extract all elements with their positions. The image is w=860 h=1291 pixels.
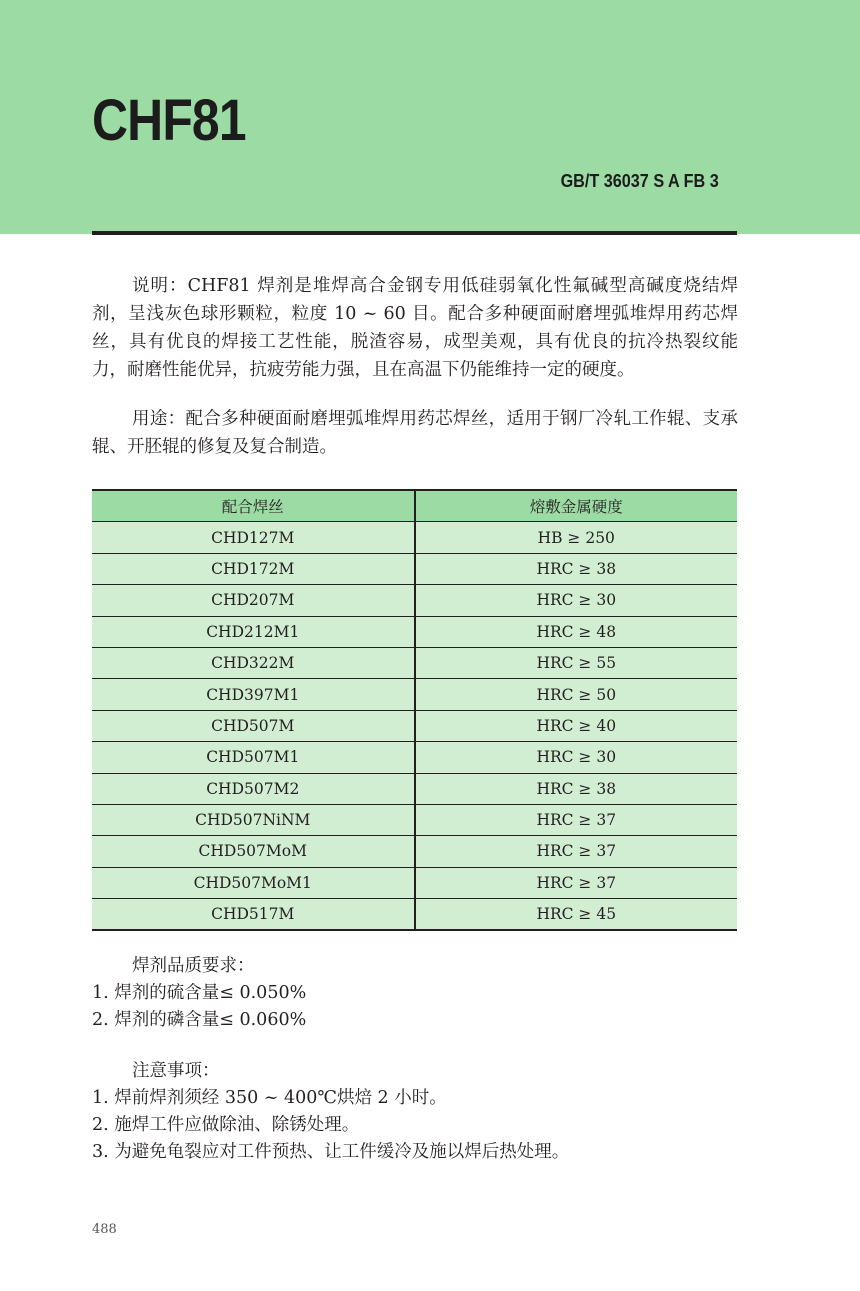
table-row	[92, 522, 737, 553]
wire-cell: CHD507MoM	[92, 836, 415, 867]
wire-cell: CHD517M	[92, 899, 415, 931]
column-header-wire: 配合焊丝	[92, 490, 415, 522]
hardness-cell: HRC ≥ 37	[415, 867, 738, 898]
table-header-row	[92, 490, 737, 522]
hardness-cell: HRC ≥ 38	[415, 553, 738, 584]
wire-cell: CHD127M	[92, 522, 415, 553]
wire-cell: CHD507M2	[92, 773, 415, 804]
hardness-cell: HRC ≥ 40	[415, 710, 738, 741]
hardness-cell: HRC ≥ 37	[415, 804, 738, 835]
precautions	[92, 1058, 752, 1166]
hardness-cell: HRC ≥ 48	[415, 616, 738, 647]
quality-item: 1. 焊剂的硫含量≤ 0.050%	[92, 983, 307, 1003]
usage-paragraph	[92, 405, 738, 461]
hardness-cell: HB ≥ 250	[415, 522, 738, 553]
table-row	[92, 899, 737, 931]
hardness-cell: HRC ≥ 55	[415, 647, 738, 678]
wire-cell: CHD507MoM1	[92, 867, 415, 898]
hardness-cell: HRC ≥ 30	[415, 742, 738, 773]
column-header-hardness: 熔敷金属硬度	[415, 490, 738, 522]
hardness-cell: HRC ≥ 38	[415, 773, 738, 804]
quality-item: 2. 焊剂的磷含量≤ 0.060%	[92, 1010, 307, 1030]
header-divider	[92, 231, 737, 235]
notes-item: 1. 焊前焊剂须经 350 ~ 400℃烘焙 2 小时。	[92, 1088, 447, 1108]
wire-cell: CHD207M	[92, 585, 415, 616]
product-title: CHF81	[92, 88, 246, 153]
notes-item: 3. 为避免龟裂应对工件预热、让工件缓冷及施以焊后热处理。	[92, 1142, 570, 1162]
table-row	[92, 773, 737, 804]
wire-cell: CHD397M1	[92, 679, 415, 710]
wire-cell: CHD507M	[92, 710, 415, 741]
description-paragraph	[92, 272, 738, 384]
table-row	[92, 679, 737, 710]
header-banner	[0, 0, 860, 234]
table-row	[92, 742, 737, 773]
quality-requirements	[92, 953, 752, 1034]
table-row	[92, 867, 737, 898]
table-row	[92, 616, 737, 647]
table-row	[92, 804, 737, 835]
table-row	[92, 647, 737, 678]
table-row	[92, 585, 737, 616]
table-row	[92, 553, 737, 584]
wire-hardness-table	[92, 489, 737, 931]
description-label: 说明：	[132, 276, 188, 296]
standard-code: GB/T 36037 S A FB 3	[560, 171, 719, 191]
table-row	[92, 836, 737, 867]
wire-cell: CHD322M	[92, 647, 415, 678]
hardness-cell: HRC ≥ 30	[415, 585, 738, 616]
notes-heading: 注意事项：	[132, 1061, 220, 1081]
wire-cell: CHD172M	[92, 553, 415, 584]
notes-item: 2. 施焊工件应做除油、除锈处理。	[92, 1115, 360, 1135]
table-row	[92, 710, 737, 741]
quality-heading: 焊剂品质要求：	[132, 956, 255, 976]
hardness-cell: HRC ≥ 37	[415, 836, 738, 867]
hardness-cell: HRC ≥ 50	[415, 679, 738, 710]
usage-label: 用途：	[132, 409, 186, 429]
usage-text: 配合多种硬面耐磨埋弧堆焊用药芯焊丝，适用于钢厂冷轧工作辊、支承辊、开胚辊的修复及复合制造。	[92, 409, 738, 457]
hardness-cell: HRC ≥ 45	[415, 899, 738, 931]
wire-cell: CHD507NiNM	[92, 804, 415, 835]
wire-cell: CHD212M1	[92, 616, 415, 647]
description-text: CHF81 焊剂是堆焊高合金钢专用低硅弱氧化性氟碱型高碱度烧结焊剂，呈浅灰色球形颗粒，粒度 10 ~ 60 目。配合多种硬面耐磨埋弧堆焊用药芯焊丝，具有优良的焊接工艺性能，脱渣容易，成型美观，具有优良的抗冷热裂纹能力，耐磨性能优异，抗疲劳能力强，且在高温下仍能维持一定的硬度。	[92, 276, 739, 380]
page-number: 488	[92, 1222, 117, 1237]
wire-cell: CHD507M1	[92, 742, 415, 773]
